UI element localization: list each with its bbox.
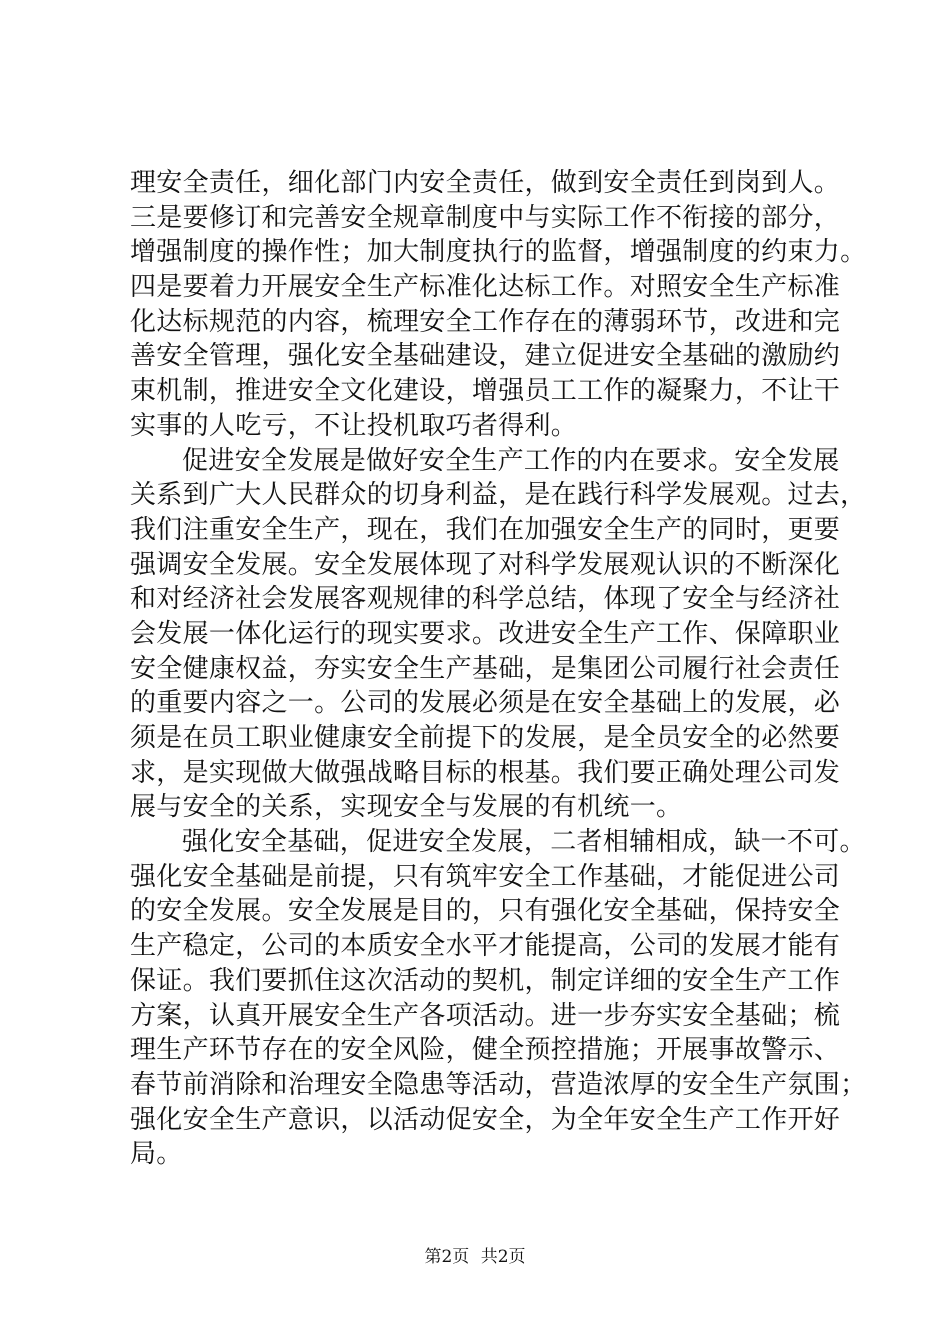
text-line: 关系到广大人民群众的切身利益，是在践行科学发展观。过去， <box>130 480 867 511</box>
text-line: 增强制度的操作性；加大制度执行的监督，增强制度的约束力。 <box>130 237 867 268</box>
page-number: 第2页 <box>424 1247 470 1267</box>
text-line: 善安全管理，强化安全基础建设，建立促进安全基础的激励约 <box>130 341 841 372</box>
text-line: 四是要着力开展安全生产标准化达标工作。对照安全生产标准 <box>130 272 841 303</box>
text-line: 生产稳定，公司的本质安全水平才能提高，公司的发展才能有 <box>130 931 841 962</box>
text-line: 展与安全的关系，实现安全与发展的有机统一。 <box>130 792 683 823</box>
text-line: 强化安全生产意识，以活动促安全，为全年安全生产工作开好 <box>130 1104 841 1135</box>
text-line: 化达标规范的内容，梳理安全工作存在的薄弱环节，改进和完 <box>130 306 841 337</box>
text-line: 我们注重安全生产，现在，我们在加强安全生产的同时，更要 <box>130 514 841 545</box>
text-line: 春节前消除和治理安全隐患等活动，营造浓厚的安全生产氛围； <box>130 1069 867 1100</box>
text-line: 和对经济社会发展客观规律的科学总结，体现了安全与经济社 <box>130 584 841 615</box>
text-line: 须是在员工职业健康安全前提下的发展，是全员安全的必然要 <box>130 723 841 753</box>
text-line: 理安全责任，细化部门内安全责任，做到安全责任到岗到人。 <box>130 168 841 198</box>
text-line: 局。 <box>130 1139 183 1170</box>
text-line: 束机制，推进安全文化建设，增强员工工作的凝聚力，不让干 <box>130 376 841 407</box>
text-line: 强化安全基础，促进安全发展，二者相辅相成，缺一不可。 <box>182 827 866 858</box>
page-footer <box>0 1242 950 1267</box>
text-line: 求，是实现做大做强战略目标的根基。我们要正确处理公司发 <box>130 757 841 788</box>
text-line: 强化安全基础是前提，只有筑牢安全工作基础，才能促进公司 <box>130 861 841 892</box>
text-line: 实事的人吃亏，不让投机取巧者得利。 <box>130 410 578 441</box>
text-line: 安全健康权益，夯实安全生产基础，是集团公司履行社会责任 <box>130 653 841 684</box>
text-line: 的安全发展。安全发展是目的，只有强化安全基础，保持安全 <box>130 896 841 927</box>
text-line: 三是要修订和完善安全规章制度中与实际工作不衔接的部分， <box>130 202 841 233</box>
text-line: 会发展一体化运行的现实要求。改进安全生产工作、保障职业 <box>130 618 841 649</box>
document-body <box>130 166 867 1172</box>
text-line: 方案，认真开展安全生产各项活动。进一步夯实安全基础；梳 <box>130 1000 841 1031</box>
text-line: 强调安全发展。安全发展体现了对科学发展观认识的不断深化 <box>130 549 841 580</box>
page-total: 共2页 <box>480 1247 526 1267</box>
text-line: 保证。我们要抓住这次活动的契机，制定详细的安全生产工作 <box>130 965 841 996</box>
text-line: 理生产环节存在的安全风险，健全预控措施；开展事故警示、 <box>130 1035 841 1066</box>
text-line: 促进安全发展是做好安全生产工作的内在要求。安全发展 <box>182 445 840 476</box>
text-line: 的重要内容之一。公司的发展必须是在安全基础上的发展，必 <box>130 688 841 719</box>
